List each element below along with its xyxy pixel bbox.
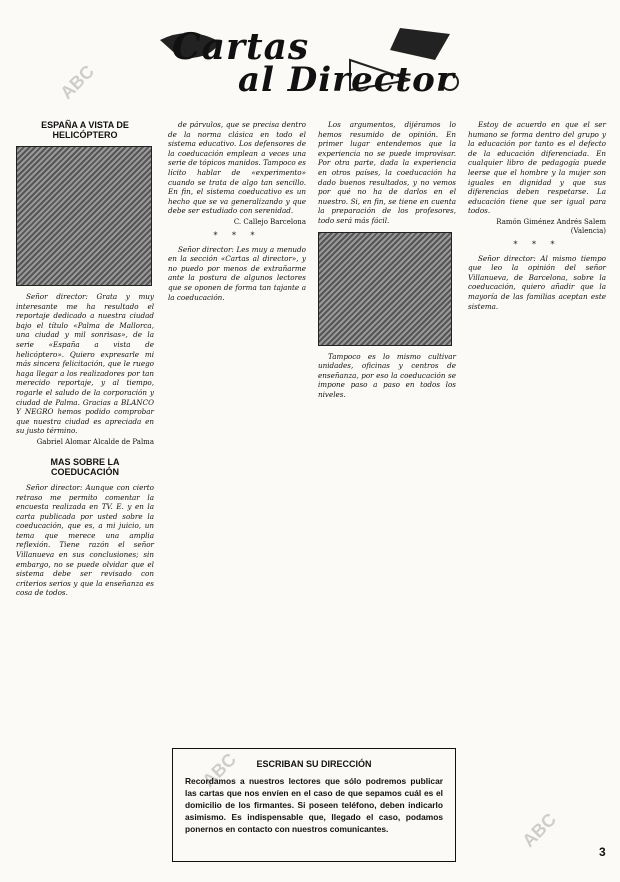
page-number: 3	[599, 845, 606, 859]
article-body: Señor director: Al mismo tiempo que leo la opinión del señor Villanueva, de Barcelona, sobre la coeducación, quiero añadir que la mayoría de las familias aceptan este sistema.	[468, 253, 606, 311]
article-heading: MAS SOBRE LA COEDUCACIÓN	[50, 456, 120, 477]
article-body: Señor director: Les muy a menudo en la sección «Cartas al director», y no puedo por menos de extrañarme ante la postura de algunos lectores que se oponen de forma tan tajante a la coeducación.	[168, 244, 306, 302]
article-body: Señor director: Aunque con cierto retraso me permito comentar la encuesta realizada en TV. E. y en la carta publicada por usted sobre la coeducación, que es, a mi juicio, un tema que merece una amplia reflexión. Tiene razón el señor Villanueva en sus conclusiones; sin embargo, no se puede olvidar que el sistema debe ser revisado con criterios serios y que la enseñanza es cosa de todos.	[16, 482, 154, 598]
masthead-title-line2: al Director	[238, 60, 455, 100]
children-photo	[318, 232, 452, 346]
article-heading: ESPAÑA A VISTA DE HELICÓPTERO	[41, 120, 129, 140]
separator-stars: * * *	[213, 230, 261, 240]
signature: Gabriel Alomar Alcalde de Palma	[36, 437, 154, 446]
notice-title: ESCRIBAN SU DIRECCIÓN	[256, 759, 372, 769]
signature: C. Callejo Barcelona	[233, 217, 306, 226]
watermark: ABC	[56, 61, 99, 104]
column-4	[468, 120, 606, 313]
column-1	[16, 120, 154, 600]
photo-caption: Tampoco es lo mismo cultivar unidades, oficinas y centros de enseñanza, por eso la coeducación se impone paso a paso en todos los niveles.	[318, 351, 456, 399]
watermark: ABC	[198, 749, 241, 792]
aerial-photo	[16, 146, 152, 286]
masthead	[150, 20, 470, 100]
separator-stars: * * *	[513, 239, 561, 249]
masthead-title-line1: Cartas	[172, 26, 310, 68]
column-2	[168, 120, 306, 304]
article-body: de párvulos, que se precisa dentro de la norma clásica en todo el sistema educativo. Los defensores de la coeducación emplean a veces una serie de tópicos manidos. Tampoco es lícito hablar de «experimento» cuando se trata de algo tan sencillo. En fin, el sistema coeducativo es un hecho que se va generalizando y que debe ser estudiado con serenidad.	[168, 120, 306, 216]
article-body: Los argumentos, dijéramos lo hemos resumido de opinión. En primer lugar entendemos que la experiencia no se puede improvisar. Por otra parte, dada la experiencia en otros países, la coeducación ha dado buenos resultados, y no vemos por qué no ha de darlos en el nuestro. Si, en fin, se tiene en cuenta la preparación de los profesores, todo será más fácil.	[318, 120, 456, 225]
column-3	[318, 120, 456, 402]
watermark: ABC	[518, 809, 561, 852]
article-body: Señor director: Grata y muy interesante me ha resultado el reportaje dedicado a nuestra ciudad bajo el título «Palma de Mallorca, una ciudad y mil sonrisas», de la serie «España a vista de helicóptero». Quiero expresarle mi más sincera felicitación, que le ruego haga llegar a los realizadores por tan merecido reportaje, y al tiempo, rogarle el saludo de la corporación y ciudad de Palma. Gracias a BLANCO Y NEGRO hemos podido comprobar que nuestra ciudad es apreciada en su justo término.	[16, 292, 154, 436]
article-body: Estoy de acuerdo en que el ser humano se forma dentro del grupo y la educación por tanto es el defecto de la educación diferenciada. En cualquier libro de pedagogía puede leerse que el hombre y la mujer son iguales en dignidad y que sus diferencias deben respetarse. La educación tiene que ser igual para todos.	[468, 120, 606, 216]
notice-body: Recordamos a nuestros lectores que sólo podremos publicar las cartas que nos envíen en el caso de que sepamos cuál es el domicilio de los firmantes. Si poseen teléfono, deben indicarlo asimismo. Es indispensable que, llegado el caso, podamos ponernos en contacto con nuestros comunicantes.	[185, 776, 443, 834]
signature: Ramón Giménez Andrés Salem (Valencia)	[496, 217, 606, 235]
